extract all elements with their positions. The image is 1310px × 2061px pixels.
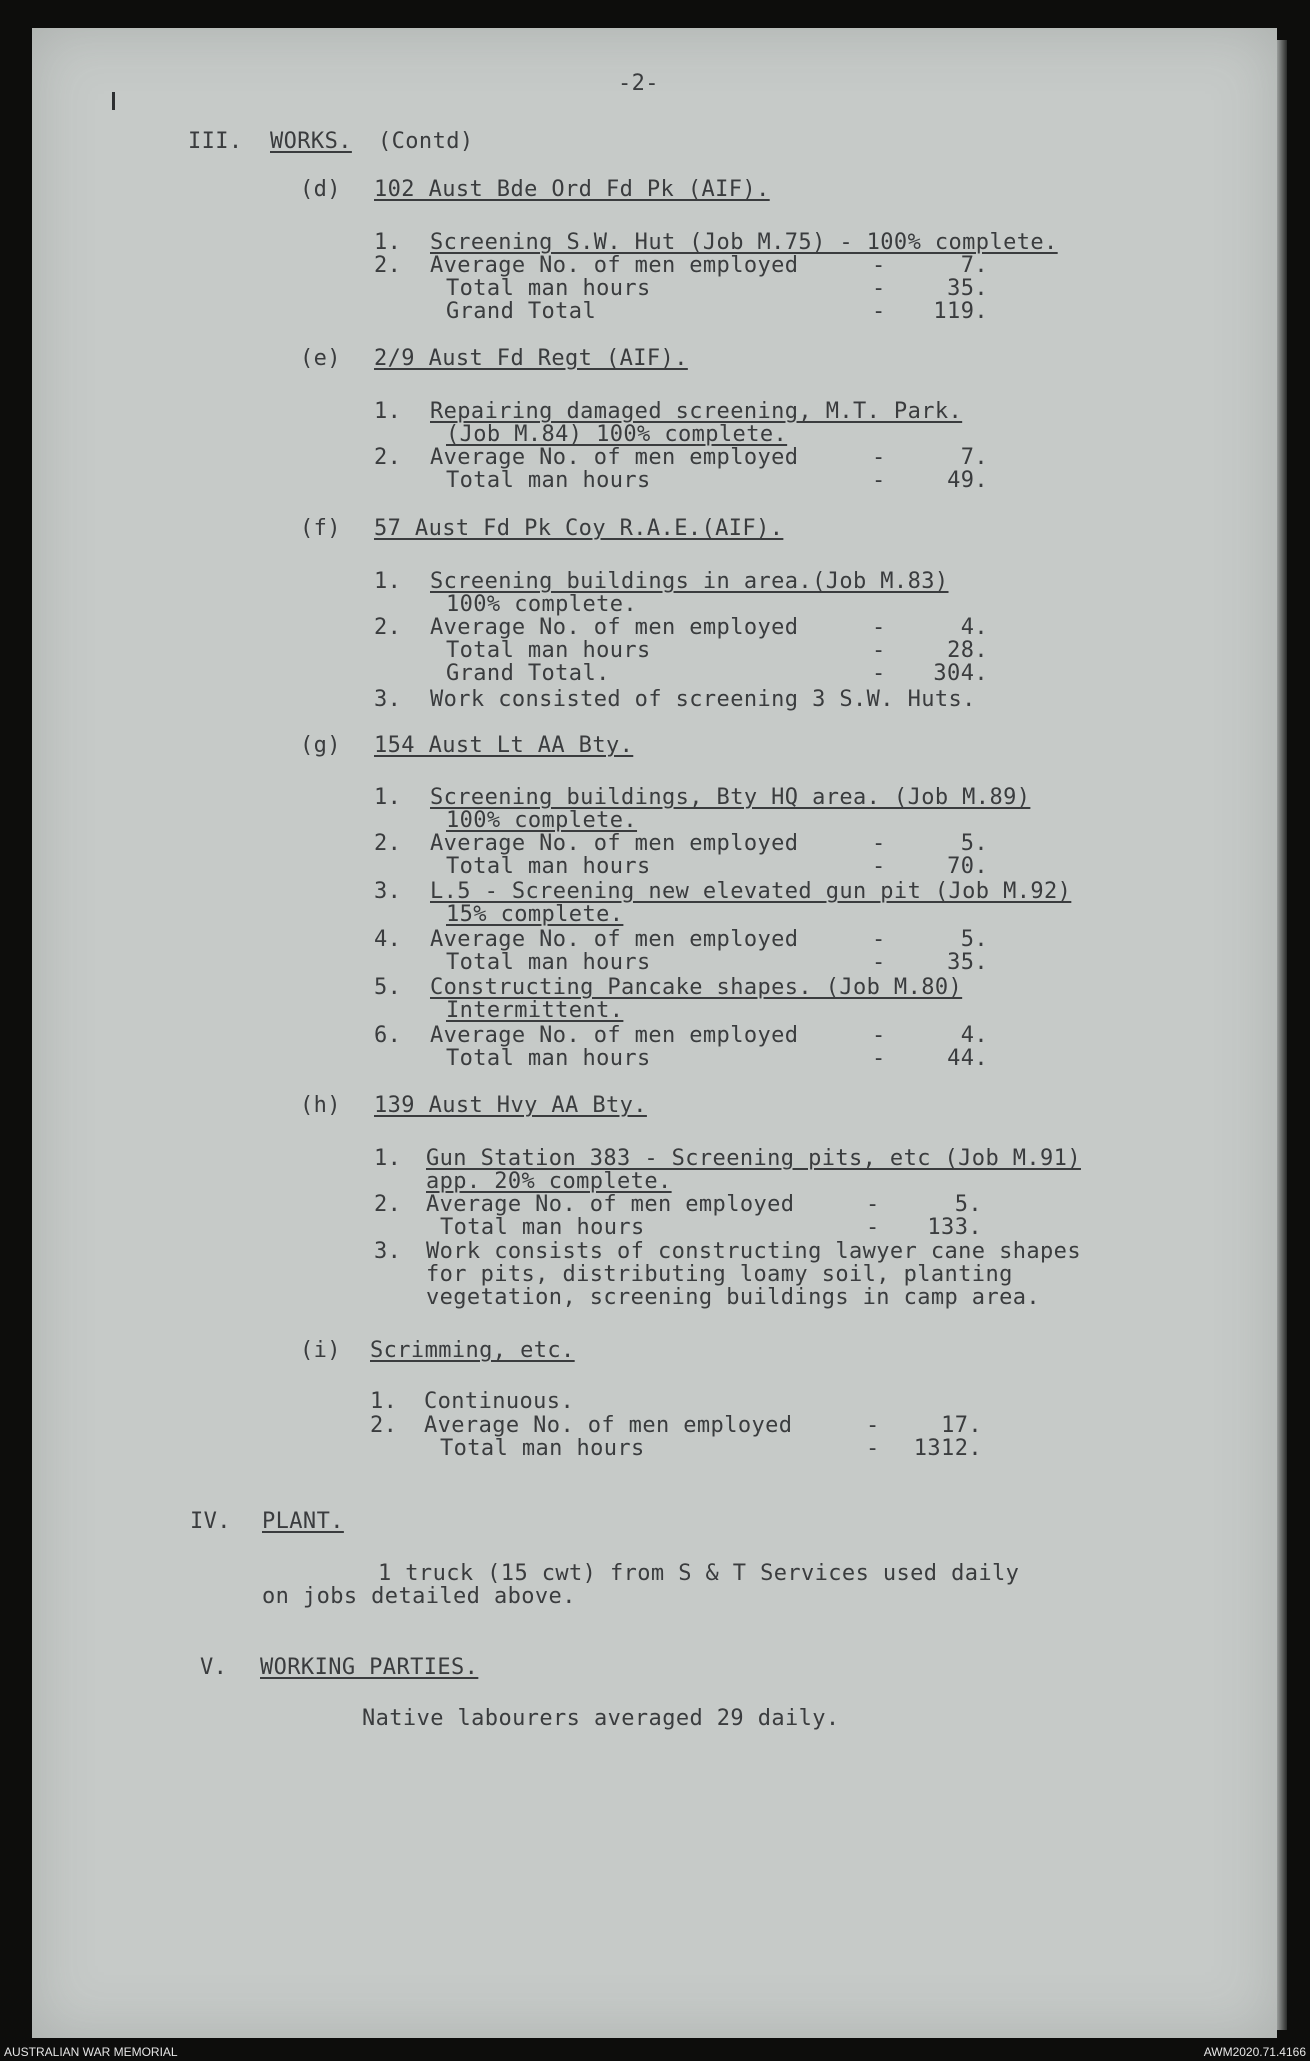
item-value: 5. [960, 831, 988, 856]
unit-title: 57 Aust Fd Pk Coy R.A.E.(AIF). [374, 516, 784, 541]
item-number: 2. [374, 615, 402, 640]
section-4-numeral: IV. [190, 1509, 231, 1534]
item-text: for pits, distributing loamy soil, planting [426, 1262, 1013, 1287]
item-value: 5. [960, 927, 988, 952]
dash: - [872, 831, 886, 856]
archive-caption-right: AWM2020.71.4166 [1203, 2045, 1306, 2059]
unit-title: 102 Aust Bde Ord Fd Pk (AIF). [374, 177, 770, 202]
item-text: Average No. of men employed [430, 615, 799, 640]
ink-mark [112, 92, 115, 110]
item-value: 35. [947, 950, 988, 975]
item-text: Total man hours [446, 638, 651, 663]
item-text: L.5 - Screening new elevated gun pit (Job M.92) [430, 879, 1072, 904]
item-text: Average No. of men employed [430, 831, 799, 856]
item-number: 4. [374, 927, 402, 952]
item-number: 2. [370, 1413, 398, 1438]
dash: - [872, 276, 886, 301]
item-value: 44. [947, 1046, 988, 1071]
item-text: 100% complete. [446, 808, 638, 833]
item-text: Screening S.W. Hut (Job M.75) - 100% complete. [430, 230, 1058, 255]
item-text: 15% complete. [446, 902, 624, 927]
dash: - [872, 950, 886, 975]
section-3-heading: WORKS. [270, 129, 352, 154]
item-text: 100% complete. [446, 592, 638, 617]
item-text: Repairing damaged screening, M.T. Park. [430, 399, 963, 424]
section-5-heading: WORKING PARTIES. [260, 1655, 479, 1680]
item-number: 3. [374, 879, 402, 904]
dash: - [872, 299, 886, 324]
item-number: 1. [374, 785, 402, 810]
item-number: 6. [374, 1023, 402, 1048]
unit-letter: (i) [300, 1338, 341, 1363]
unit-title: 2/9 Aust Fd Regt (AIF). [374, 346, 688, 371]
item-text: Grand Total. [446, 661, 610, 686]
item-number: 2. [374, 253, 402, 278]
item-number: 1. [374, 399, 402, 424]
item-text: (Job M.84) 100% complete. [446, 422, 788, 447]
item-text: Average No. of men employed [430, 253, 799, 278]
dash: - [866, 1413, 880, 1438]
item-text: Total man hours [440, 1436, 645, 1461]
item-number: 3. [374, 1239, 402, 1264]
item-text: Average No. of men employed [430, 927, 799, 952]
item-text: Total man hours [446, 468, 651, 493]
section-3-numeral: III. [188, 129, 243, 154]
item-number: 5. [374, 975, 402, 1000]
item-text: Total man hours [446, 1046, 651, 1071]
unit-letter: (f) [300, 516, 341, 541]
unit-letter: (g) [300, 733, 341, 758]
dash: - [866, 1192, 880, 1217]
item-value: 28. [947, 638, 988, 663]
item-text: Average No. of men employed [430, 1023, 799, 1048]
dash: - [872, 468, 886, 493]
unit-title: 139 Aust Hvy AA Bty. [374, 1093, 647, 1118]
item-number: 1. [374, 1146, 402, 1171]
item-text: app. 20% complete. [426, 1169, 672, 1194]
page-number: -2- [618, 71, 659, 96]
item-value: 7. [960, 445, 988, 470]
item-text: Screening buildings, Bty HQ area. (Job M.89) [430, 785, 1031, 810]
item-text: Continuous. [424, 1389, 575, 1414]
archive-caption-left: AUSTRALIAN WAR MEMORIAL [4, 2045, 178, 2059]
item-number: 2. [374, 445, 402, 470]
section-5-text: Native labourers averaged 29 daily. [362, 1706, 840, 1731]
page-edge-shadow [1277, 40, 1287, 2030]
dash: - [872, 1046, 886, 1071]
section-3-contd: (Contd) [378, 129, 474, 154]
item-number: 1. [374, 569, 402, 594]
item-value: 1312. [913, 1436, 982, 1461]
dash: - [866, 1215, 880, 1240]
item-value: 4. [960, 1023, 988, 1048]
item-text: Screening buildings in area.(Job M.83) [430, 569, 949, 594]
dash: - [872, 445, 886, 470]
item-value: 304. [933, 661, 988, 686]
dash: - [872, 253, 886, 278]
dash: - [872, 638, 886, 663]
item-number: 1. [374, 230, 402, 255]
item-text: Average No. of men employed [426, 1192, 795, 1217]
item-text: Work consists of constructing lawyer cane shapes [426, 1239, 1081, 1264]
item-text: Grand Total [446, 299, 597, 324]
item-text: Constructing Pancake shapes. (Job M.80) [430, 975, 963, 1000]
item-value: 35. [947, 276, 988, 301]
item-text: vegetation, screening buildings in camp area. [426, 1285, 1041, 1310]
item-text: Average No. of men employed [424, 1413, 793, 1438]
item-value: 17. [941, 1413, 982, 1438]
item-number: 1. [370, 1389, 398, 1414]
dash: - [872, 661, 886, 686]
item-text: Total man hours [446, 854, 651, 879]
item-value: 49. [947, 468, 988, 493]
unit-letter: (h) [300, 1093, 341, 1118]
item-text: Work consisted of screening 3 S.W. Huts. [430, 687, 976, 712]
unit-title: Scrimming, etc. [370, 1338, 575, 1363]
unit-letter: (d) [300, 177, 341, 202]
item-text: Total man hours [446, 276, 651, 301]
unit-letter: (e) [300, 346, 341, 371]
section-4-text: on jobs detailed above. [262, 1584, 576, 1609]
item-value: 7. [960, 253, 988, 278]
dash: - [872, 1023, 886, 1048]
item-number: 3. [374, 687, 402, 712]
item-text: Average No. of men employed [430, 445, 799, 470]
item-text: Intermittent. [446, 998, 624, 1023]
dash: - [866, 1436, 880, 1461]
dash: - [872, 927, 886, 952]
unit-title: 154 Aust Lt AA Bty. [374, 733, 634, 758]
item-value: 70. [947, 854, 988, 879]
item-text: Total man hours [440, 1215, 645, 1240]
item-text: Total man hours [446, 950, 651, 975]
section-4-heading: PLANT. [262, 1509, 344, 1534]
section-4-text: 1 truck (15 cwt) from S & T Services used daily [378, 1561, 1020, 1586]
dash: - [872, 615, 886, 640]
item-text: Gun Station 383 - Screening pits, etc (Job M.91) [426, 1146, 1081, 1171]
item-number: 2. [374, 1192, 402, 1217]
item-value: 119. [933, 299, 988, 324]
item-number: 2. [374, 831, 402, 856]
item-value: 133. [927, 1215, 982, 1240]
item-value: 5. [954, 1192, 982, 1217]
section-5-numeral: V. [200, 1655, 228, 1680]
dash: - [872, 854, 886, 879]
item-value: 4. [960, 615, 988, 640]
